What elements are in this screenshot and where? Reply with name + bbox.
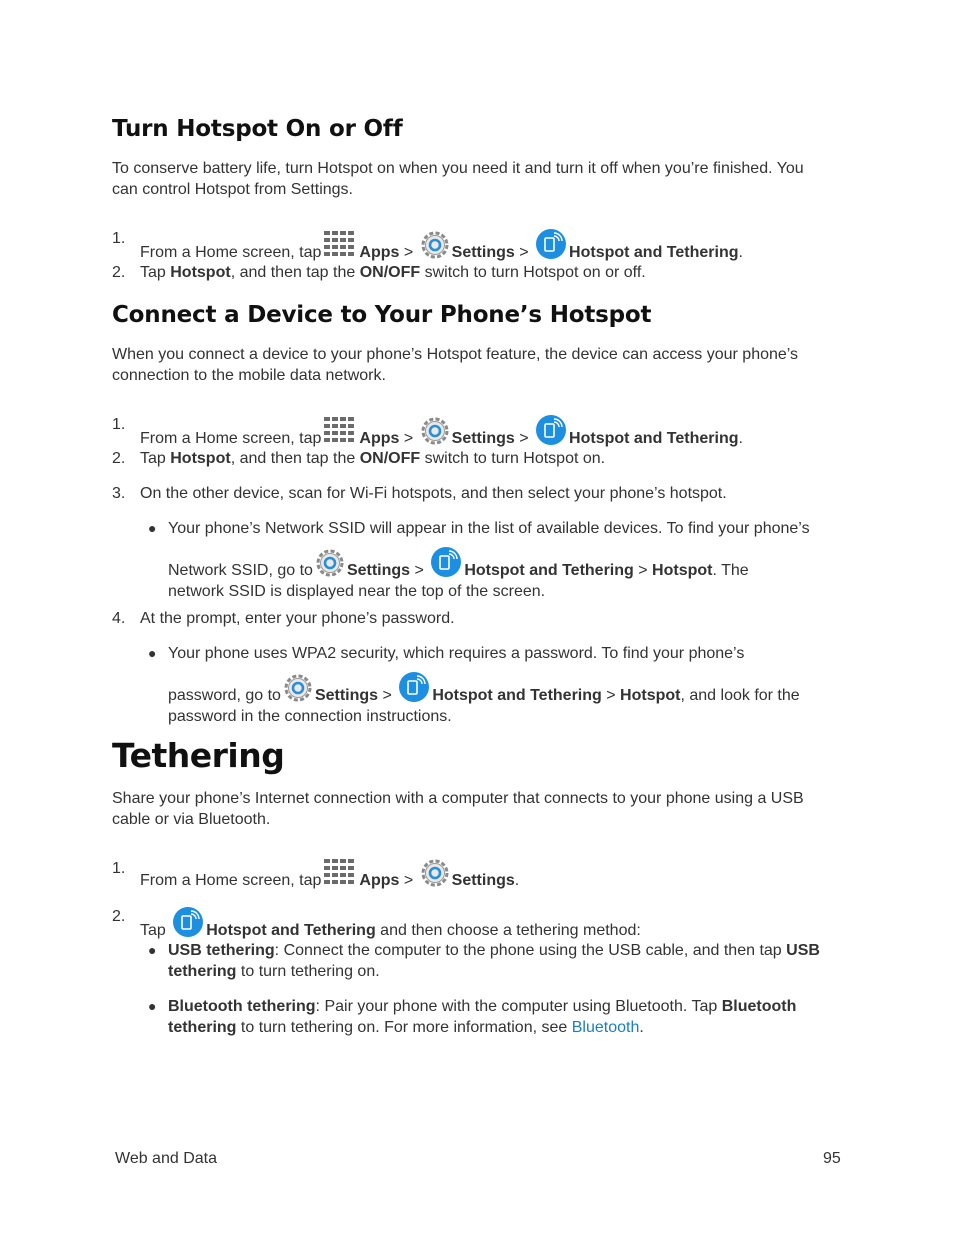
section-title-connect-device: Connect a Device to Your Phone’s Hotspot xyxy=(112,302,652,328)
apps-grid-icon xyxy=(323,230,357,260)
hotspot-tethering-icon xyxy=(430,546,462,578)
settings-gear-icon xyxy=(420,416,450,446)
section1-intro: To conserve battery life, turn Hotspot on when you need it and turn it off when you’re finished. You can control Hotspot from Settings. xyxy=(112,160,804,198)
hotspot-tethering-icon xyxy=(398,671,430,703)
settings-gear-icon xyxy=(420,858,450,888)
section2-intro: When you connect a device to your phone’s Hotspot feature, the device can access your phone’s connection to the mobile data network. xyxy=(112,346,799,384)
hotspot-tethering-icon xyxy=(172,906,204,938)
settings-gear-icon xyxy=(315,548,345,578)
footer-page-number: 95 xyxy=(823,1150,841,1167)
apps-grid-icon xyxy=(323,416,357,446)
section-title-turn-hotspot: Turn Hotspot On or Off xyxy=(112,116,403,142)
bluetooth-link[interactable]: Bluetooth xyxy=(571,1019,640,1036)
settings-gear-icon xyxy=(283,673,313,703)
section3-intro: Share your phone’s Internet connection with a computer that connects to your phone using a USB cable or via Bluetooth. xyxy=(112,790,804,828)
section-title-tethering: Tethering xyxy=(112,736,285,775)
footer-section-name: Web and Data xyxy=(115,1150,217,1167)
hotspot-tethering-icon xyxy=(535,414,567,446)
settings-gear-icon xyxy=(420,230,450,260)
apps-grid-icon xyxy=(323,858,357,888)
hotspot-tethering-icon xyxy=(535,228,567,260)
